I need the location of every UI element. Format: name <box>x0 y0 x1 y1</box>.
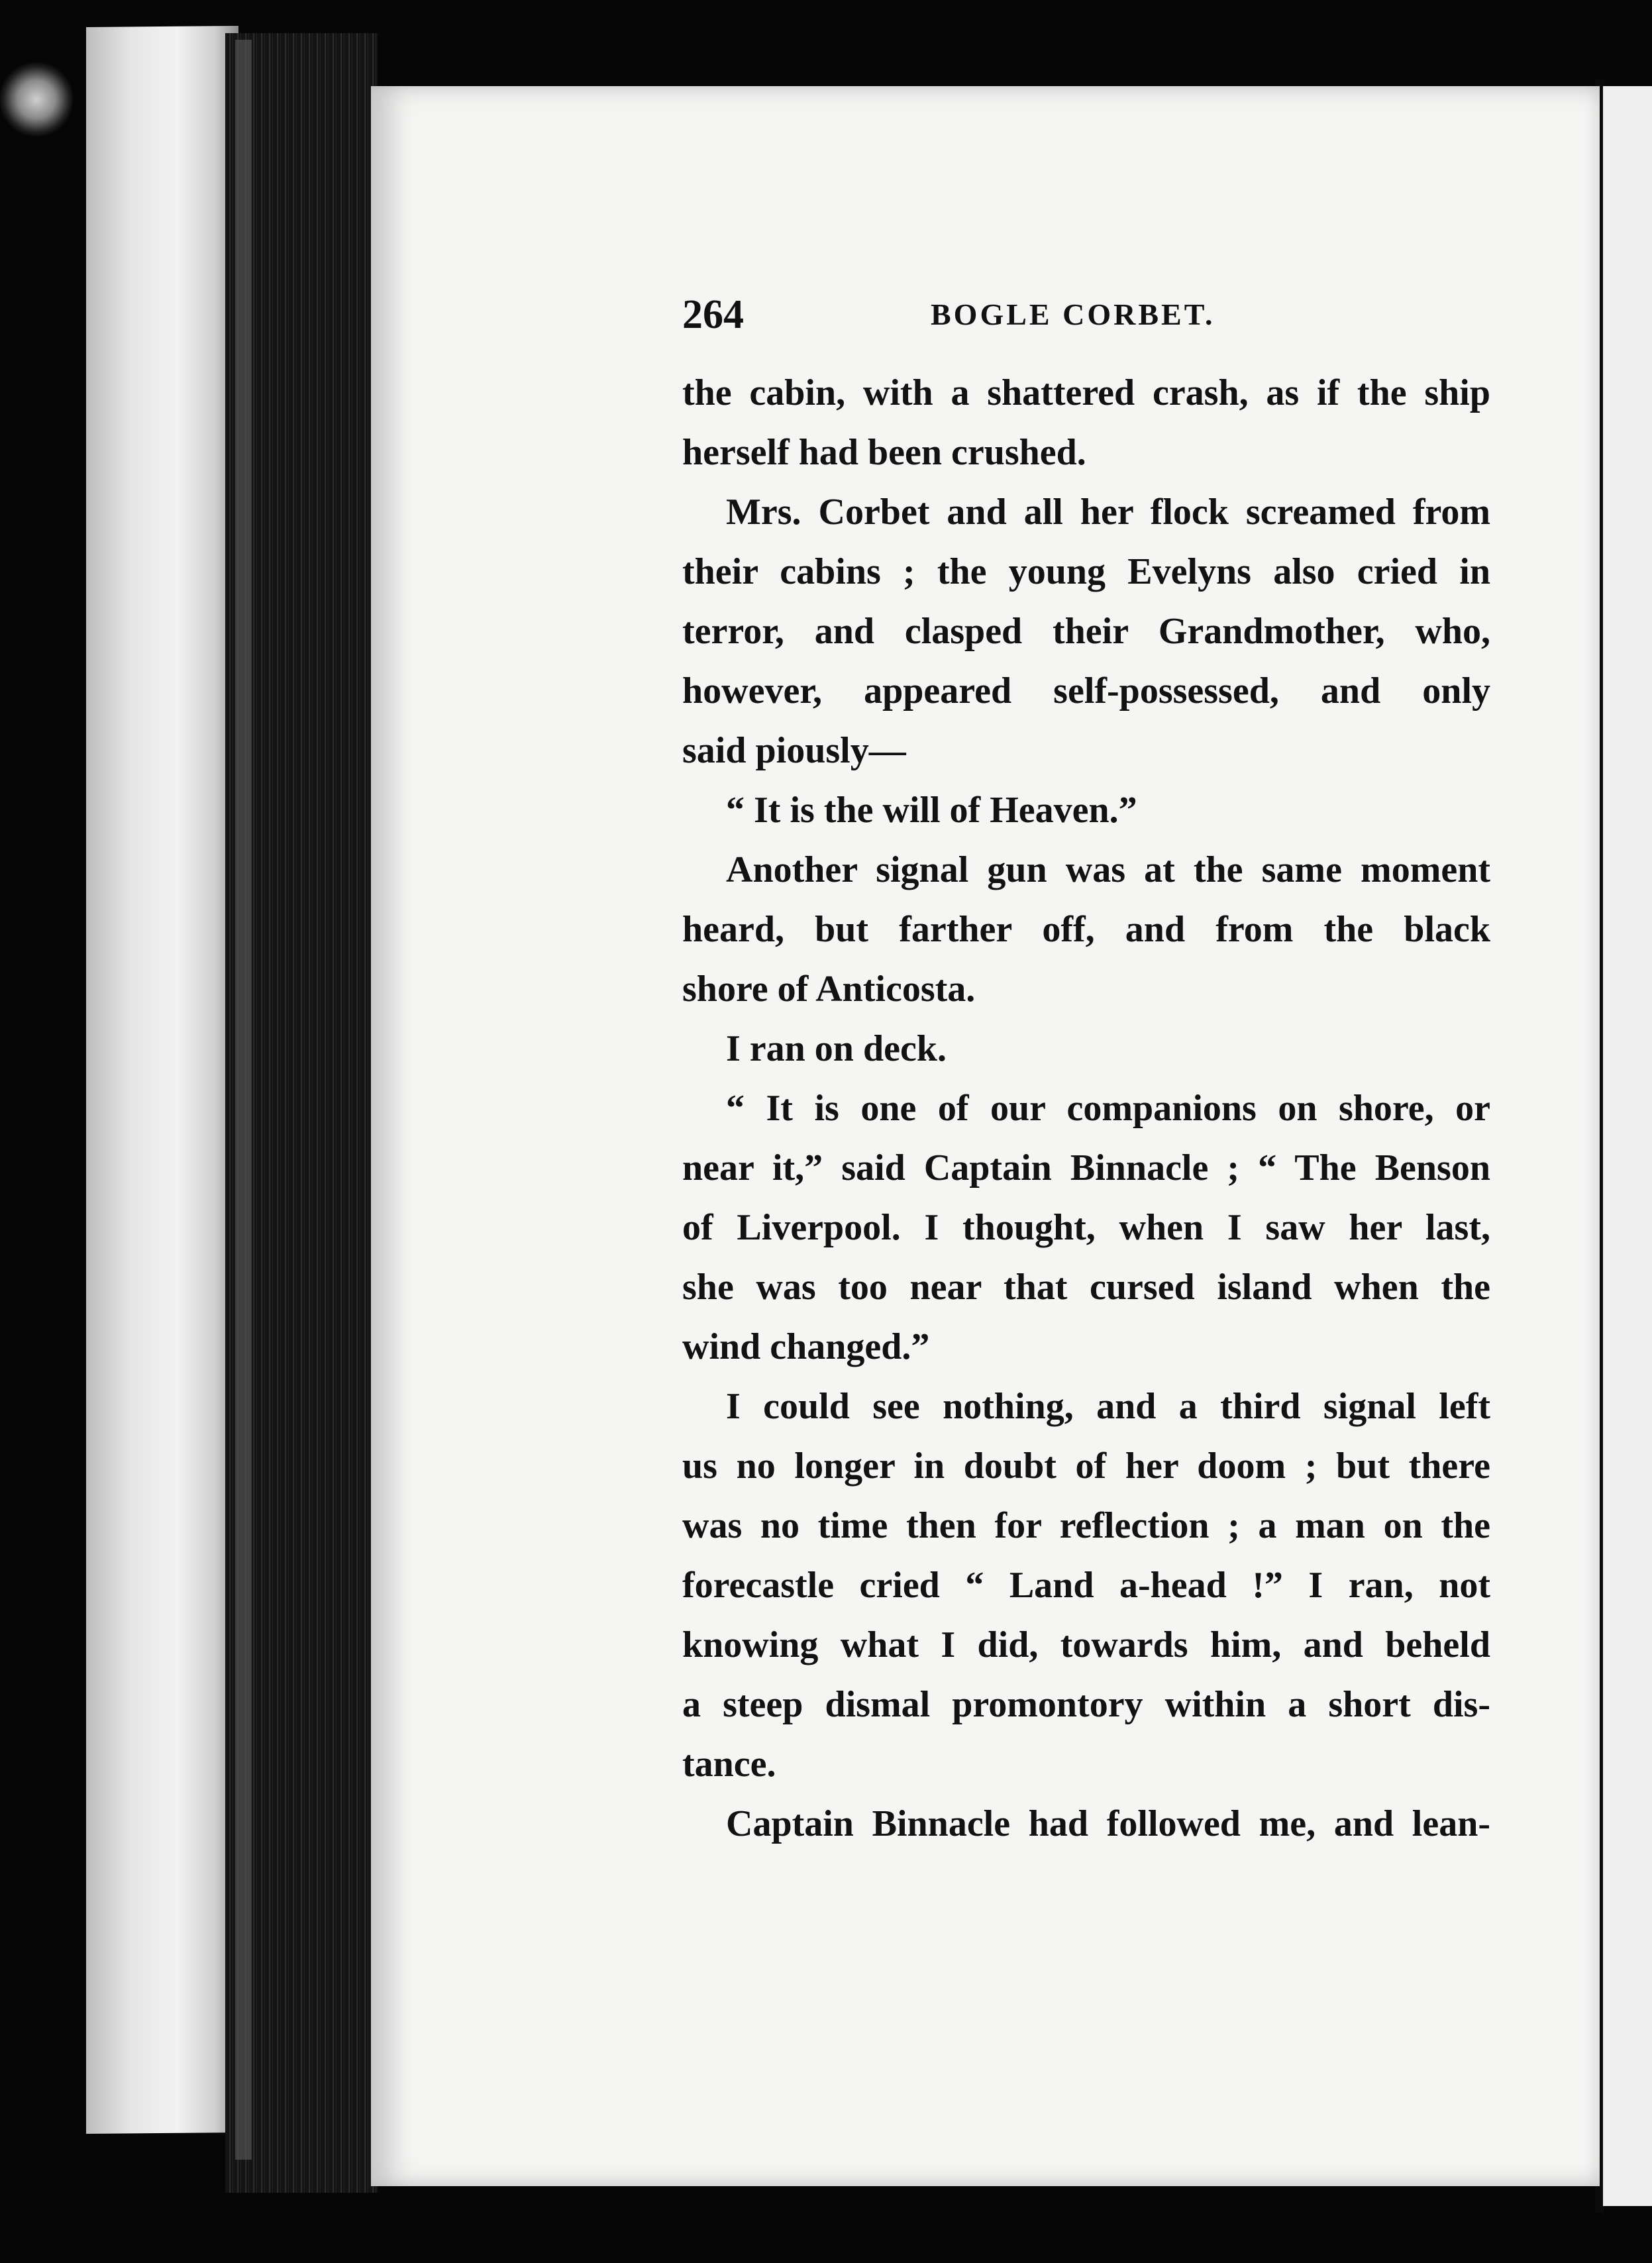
text-line: tance. <box>682 1744 776 1785</box>
fore-edge-highlight <box>235 40 252 2160</box>
text-line: the cabin, with a shattered crash, as if the ship <box>682 372 1490 413</box>
running-title: BOGLE CORBET. <box>931 297 1215 331</box>
corner-stain <box>0 60 73 139</box>
page-header <box>682 291 1504 344</box>
facing-page-edge <box>1603 86 1652 2206</box>
text-line: I could see nothing, and a third signal left <box>726 1386 1490 1427</box>
text-line: a steep dismal promontory within a short dis- <box>682 1684 1490 1725</box>
text-line: wind changed.” <box>682 1326 930 1367</box>
page-stack-edge <box>86 26 238 2134</box>
text-line: knowing what I did, towards him, and beheld <box>682 1624 1490 1665</box>
text-line: terror, and clasped their Grandmother, who, <box>682 611 1490 652</box>
text-line: of Liverpool. I thought, when I saw her last, <box>682 1207 1490 1248</box>
text-line: however, appeared self-possessed, and only <box>682 670 1490 711</box>
text-line: near it,” said Captain Binnacle ; “ The Benson <box>682 1147 1490 1188</box>
body-text <box>682 363 1490 1854</box>
text-line: was no time then for reflection ; a man on the <box>682 1505 1490 1546</box>
text-line: “ It is the will of Heaven.” <box>726 790 1137 831</box>
text-line: their cabins ; the young Evelyns also cried in <box>682 551 1490 592</box>
text-line: Mrs. Corbet and all her flock screamed from <box>726 492 1490 533</box>
text-line: herself had been crushed. <box>682 432 1086 473</box>
text-line: said piously— <box>682 730 906 771</box>
text-line: heard, but farther off, and from the black <box>682 909 1490 950</box>
text-line: shore of Anticosta. <box>682 969 976 1010</box>
text-line: I ran on deck. <box>726 1028 947 1069</box>
text-line: she was too near that cursed island when the <box>682 1267 1490 1308</box>
text-line: “ It is one of our companions on shore, or <box>726 1088 1490 1129</box>
text-line: us no longer in doubt of her doom ; but there <box>682 1446 1490 1487</box>
page-number: 264 <box>682 292 744 337</box>
text-line: Another signal gun was at the same moment <box>726 849 1490 890</box>
text-line: forecastle cried “ Land a-head !” I ran, not <box>682 1565 1490 1606</box>
text-line: Captain Binnacle had followed me, and lean- <box>726 1803 1490 1844</box>
